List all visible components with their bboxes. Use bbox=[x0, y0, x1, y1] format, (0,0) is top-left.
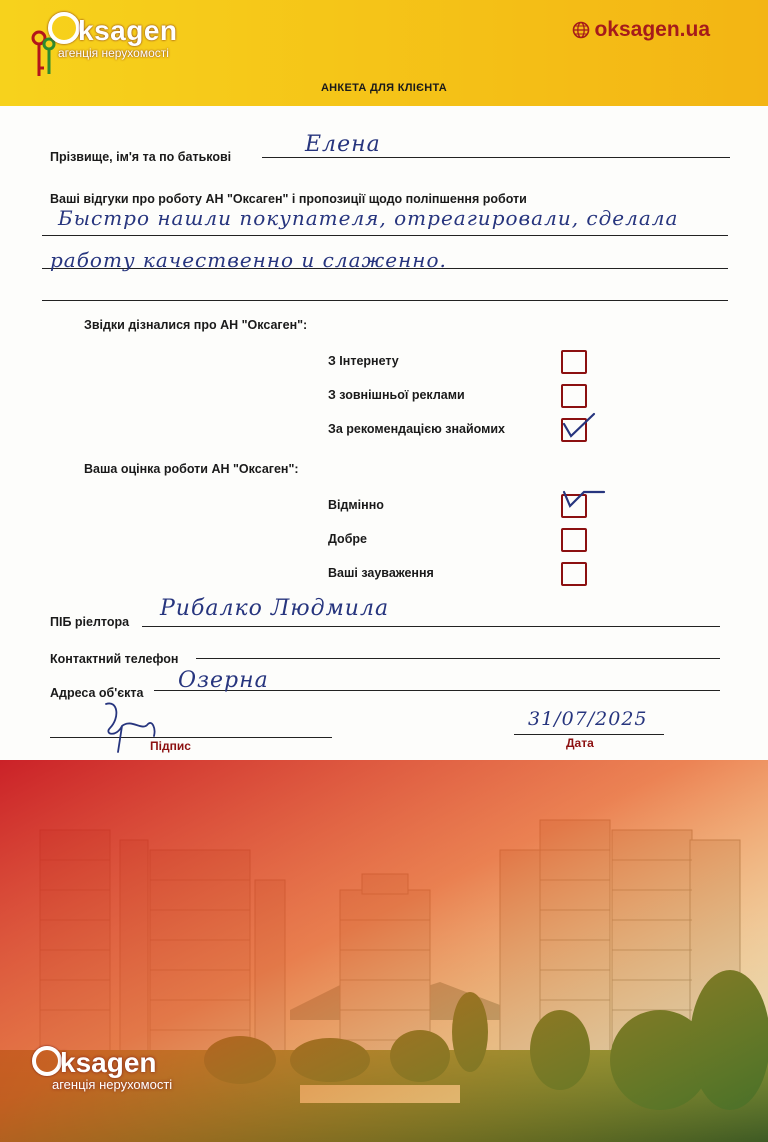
realtor-field[interactable]: Рибалко Людмила bbox=[160, 596, 390, 621]
header-banner bbox=[0, 0, 768, 106]
website-text: oksagen.ua bbox=[594, 18, 710, 41]
logo-o-ring bbox=[48, 12, 80, 44]
feedback-line-1 bbox=[42, 235, 728, 236]
footer-brand-name: ksagen bbox=[60, 1047, 157, 1078]
name-line bbox=[262, 157, 730, 158]
rating-excellent-label: Відмінно bbox=[328, 498, 384, 512]
brand-tagline: агенція нерухомості bbox=[58, 46, 169, 60]
globe-icon bbox=[572, 21, 590, 39]
rating-remarks-label: Ваші зауваження bbox=[328, 566, 434, 580]
name-field[interactable]: Елена bbox=[305, 132, 381, 157]
website-link[interactable] bbox=[572, 18, 710, 42]
phone-label: Контактний телефон bbox=[50, 652, 179, 666]
signature-line bbox=[50, 737, 332, 738]
footer-logo bbox=[32, 1046, 172, 1092]
phone-line bbox=[196, 658, 720, 659]
name-label: Прізвище, ім'я та по батькові bbox=[50, 150, 232, 164]
check-mark-icon bbox=[556, 408, 600, 442]
feedback-text-1[interactable]: Быстро нашли покупателя, отреагировали, сделала bbox=[58, 206, 679, 230]
rating-label: Ваша оцінка роботи АН "Оксаген": bbox=[84, 462, 299, 476]
rating-good-checkbox[interactable] bbox=[561, 528, 587, 552]
source-label: Звідки дізналися про АН "Оксаген": bbox=[84, 318, 308, 332]
form-title: АНКЕТА ДЛЯ КЛІЄНТА bbox=[320, 82, 448, 94]
feedback-text-2[interactable]: работу качественно и слаженно. bbox=[50, 248, 447, 272]
rating-remarks-checkbox[interactable] bbox=[561, 562, 587, 586]
address-field[interactable]: Озерна bbox=[178, 668, 269, 693]
check-mark-icon bbox=[554, 482, 614, 516]
feedback-label: Ваші відгуки про роботу АН "Оксаген" і пропозиції щодо поліпшення роботи bbox=[50, 192, 527, 206]
address-label: Адреса об'єкта bbox=[50, 686, 144, 700]
rating-good-label: Добре bbox=[328, 532, 368, 546]
footer-tagline: агенція нерухомості bbox=[52, 1077, 173, 1092]
signature-label: Підпис bbox=[150, 739, 191, 753]
brand-logo bbox=[30, 8, 190, 78]
brand-name: ksagen bbox=[78, 15, 178, 46]
date-line bbox=[514, 734, 664, 735]
date-label: Дата bbox=[566, 736, 594, 750]
feedback-line-3 bbox=[42, 300, 728, 301]
source-ads-checkbox[interactable] bbox=[561, 384, 587, 408]
source-internet-checkbox[interactable] bbox=[561, 350, 587, 374]
source-option-internet-label: З Інтернету bbox=[328, 354, 399, 368]
source-option-referral-label: За рекомендацією знайомих bbox=[328, 422, 506, 436]
date-field[interactable]: 31/07/2025 bbox=[528, 708, 648, 730]
realtor-line bbox=[142, 626, 720, 627]
realtor-label: ПІБ ріелтора bbox=[50, 615, 130, 629]
footer-logo-o-ring bbox=[32, 1046, 62, 1076]
source-option-ads-label: З зовнішньої реклами bbox=[328, 388, 465, 402]
